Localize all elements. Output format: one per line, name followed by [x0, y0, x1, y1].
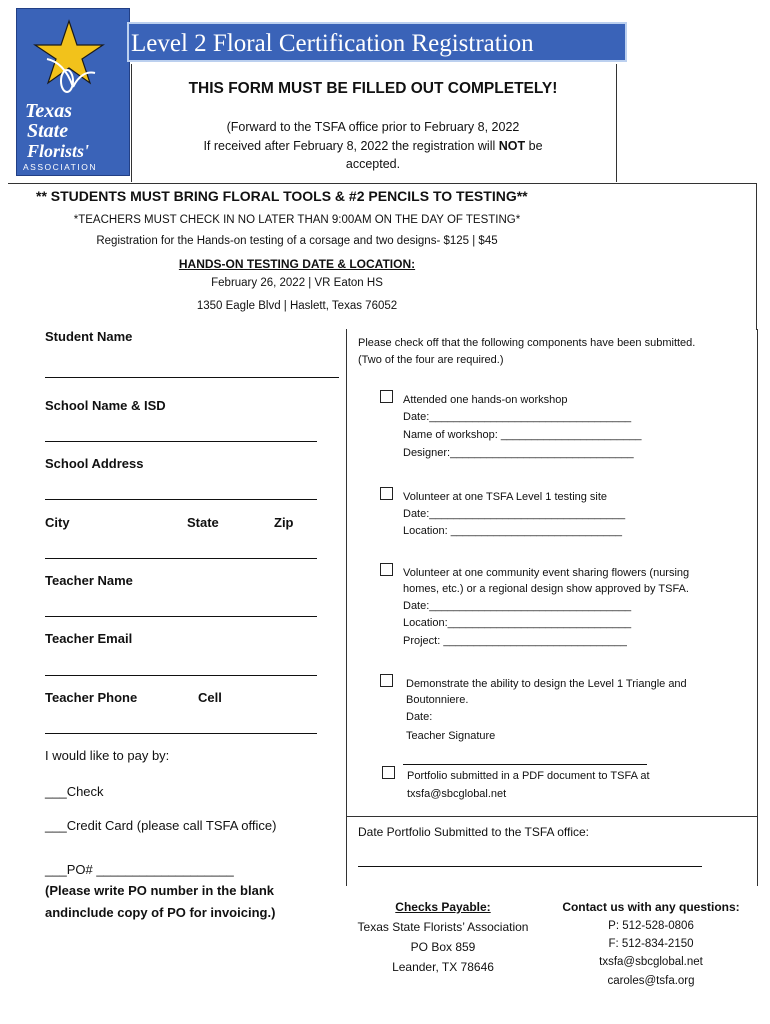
logo-text-texas: Texas — [25, 100, 73, 122]
school-name-field[interactable] — [45, 441, 317, 442]
testing-site-title: Volunteer at one TSFA Level 1 testing site — [403, 491, 608, 503]
checks-payable-heading: Checks Payable: — [395, 900, 491, 914]
school-address-field[interactable] — [45, 499, 317, 500]
received-note-not: NOT — [498, 139, 526, 153]
teacher-email-label: Teacher Email — [45, 631, 133, 646]
contact-phone: P: 512-528-0806 — [608, 920, 694, 932]
portfolio-title-1: Portfolio submitted in a PDF document to TSFA at — [407, 770, 650, 782]
student-name-field[interactable] — [45, 377, 339, 378]
workshop-date[interactable]: Date:_________________________________ — [403, 411, 632, 423]
teacher-name-label: Teacher Name — [45, 573, 133, 588]
workshop-name[interactable]: Name of workshop: _______________________ — [403, 429, 642, 441]
teacher-signature-field[interactable] — [403, 764, 647, 765]
school-address-label: School Address — [45, 456, 144, 471]
po-note-2: andinclude copy of PO for invoicing.) — [45, 905, 276, 920]
community-event-title-2: homes, etc.) or a regional design show approved by TSFA. — [403, 583, 689, 595]
portfolio-date-label: Date Portfolio Submitted to the TSFA office: — [358, 825, 590, 839]
contact-heading: Contact us with any questions: — [562, 900, 740, 914]
testing-site-date[interactable]: Date:________________________________ — [403, 508, 626, 520]
demonstrate-checkbox[interactable] — [380, 674, 393, 687]
portfolio-date-field[interactable] — [358, 866, 702, 867]
teachers-notice: *TEACHERS MUST CHECK IN NO LATER THAN 9:00AM ON THE DAY OF TESTING* — [73, 214, 521, 226]
checks-payable-po-box: PO Box 859 — [410, 940, 476, 954]
community-event-date[interactable]: Date:_________________________________ — [403, 600, 632, 612]
demonstrate-date[interactable]: Date: — [406, 711, 433, 723]
state-label: State — [187, 515, 219, 530]
workshop-designer[interactable]: Designer:______________________________ — [403, 447, 634, 459]
forward-note: (Forward to the TSFA office prior to February 8, 2022 — [226, 120, 520, 134]
pay-by-label: I would like to pay by: — [45, 748, 170, 763]
teacher-signature-label: Teacher Signature — [406, 730, 496, 742]
must-fill-heading: THIS FORM MUST BE FILLED OUT COMPLETELY! — [188, 80, 558, 97]
contact-email-1[interactable]: txsfa@sbcglobal.net — [599, 956, 703, 968]
tsfa-logo — [16, 8, 130, 176]
contact-email-2[interactable]: caroles@tsfa.org — [607, 975, 695, 987]
testing-date-heading: HANDS-ON TESTING DATE & LOCATION: — [178, 257, 416, 271]
workshop-checkbox[interactable] — [380, 390, 393, 403]
city-state-zip-field[interactable] — [45, 558, 317, 559]
student-name-label: Student Name — [45, 329, 133, 344]
star-icon — [35, 21, 103, 83]
community-event-title-1: Volunteer at one community event sharing flowers (nursing — [403, 567, 690, 579]
logo-text-florists: Florists' — [27, 141, 90, 161]
community-event-location[interactable]: Location:______________________________ — [403, 617, 632, 629]
testing-address: 1350 Eagle Blvd | Haslett, Texas 76052 — [196, 300, 398, 312]
pay-po-option[interactable]: ___PO# ___________________ — [45, 862, 234, 877]
logo-text-state: State — [27, 120, 69, 142]
cell-label: Cell — [198, 690, 222, 705]
logo-text-association: ASSOCIATION — [23, 162, 97, 172]
pay-credit-card-option[interactable]: ___Credit Card (please call TSFA office) — [45, 818, 277, 833]
pay-check-option[interactable]: ___Check — [45, 784, 104, 799]
teacher-email-field[interactable] — [45, 675, 317, 676]
city-label: City — [45, 515, 70, 530]
received-note-b: be — [525, 139, 543, 153]
zip-label: Zip — [274, 515, 294, 530]
contact-fax: F: 512-834-2150 — [608, 938, 694, 950]
testing-date: February 26, 2022 | VR Eaton HS — [211, 277, 383, 289]
checks-payable-name: Texas State Florists’ Association — [357, 920, 529, 934]
testing-site-checkbox[interactable] — [380, 487, 393, 500]
checks-payable-city: Leander, TX 78646 — [392, 960, 494, 974]
components-intro-2: (Two of the four are required.) — [358, 354, 504, 366]
students-notice: ** STUDENTS MUST BRING FLORAL TOOLS & #2 PENCILS TO TESTING** — [36, 188, 528, 204]
received-note-end: accepted. — [345, 157, 401, 171]
received-note — [131, 139, 615, 153]
testing-site-location[interactable]: Location: ____________________________ — [403, 525, 622, 537]
portfolio-checkbox[interactable] — [382, 766, 395, 779]
workshop-title: Attended one hands-on workshop — [403, 394, 568, 406]
components-intro-1: Please check off that the following components have been submitted. — [358, 337, 696, 349]
teacher-name-field[interactable] — [45, 616, 317, 617]
teacher-phone-label: Teacher Phone — [45, 690, 138, 705]
po-note-1: (Please write PO number in the blank — [45, 883, 275, 898]
demonstrate-title-2: Boutonniere. — [406, 694, 469, 706]
community-event-checkbox[interactable] — [380, 563, 393, 576]
demonstrate-title-1: Demonstrate the ability to design the Level 1 Triangle and — [406, 678, 687, 690]
teacher-phone-field[interactable] — [45, 733, 317, 734]
tsfa-logo-graphic — [17, 9, 129, 175]
received-note-a: If received after February 8, 2022 the registration will — [203, 139, 499, 153]
community-event-project[interactable]: Project: ______________________________ — [403, 635, 627, 647]
form-title: Level 2 Floral Certification Registration — [127, 22, 627, 62]
registration-fee: Registration for the Hands-on testing of a corsage and two designs- $125 | $45 — [96, 235, 498, 247]
portfolio-title-2: txsfa@sbcglobal.net — [407, 788, 507, 800]
school-name-label: School Name & ISD — [45, 398, 166, 413]
